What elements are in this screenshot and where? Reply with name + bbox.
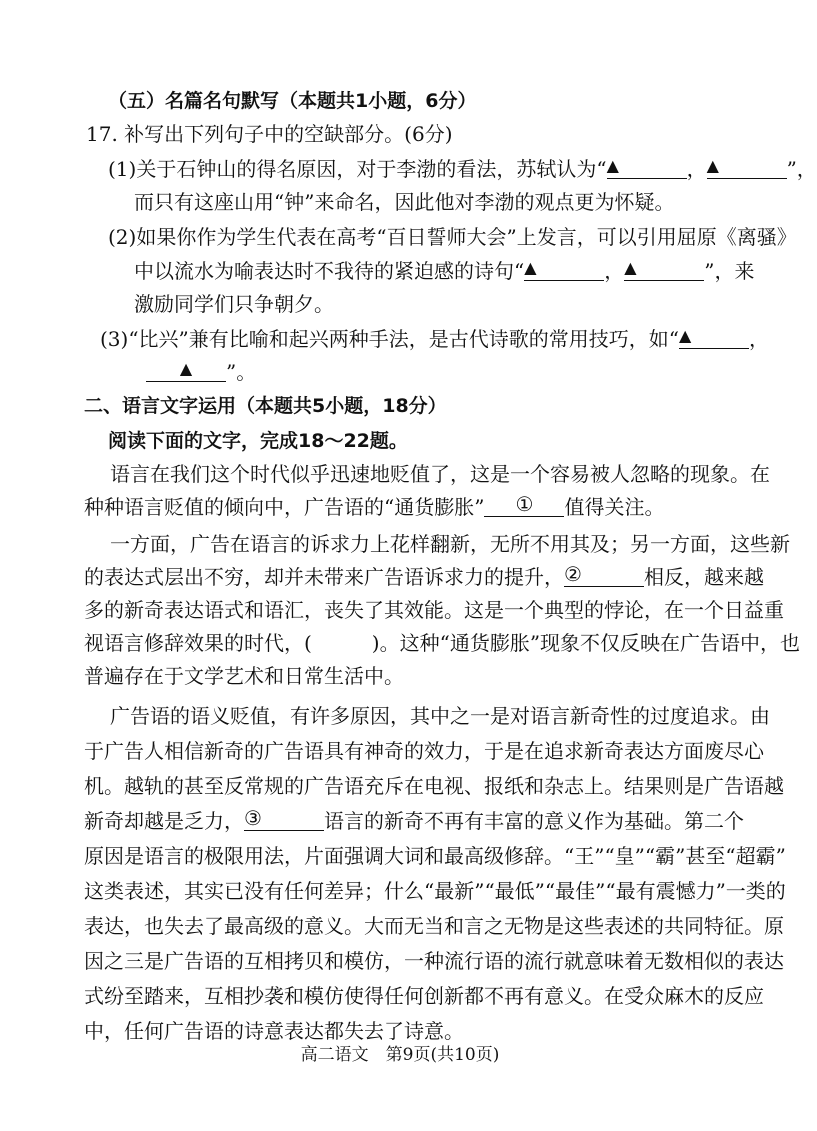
line-text: （五）名篇名句默写（本题共1小题，6分）	[108, 90, 477, 112]
line-text: 机。越轨的甚至反常规的广告语充斥在电视、报纸和杂志上。结果则是广告语越	[84, 774, 784, 798]
line-text: 相反，越来越	[644, 565, 764, 589]
answer-blank: ▲	[679, 324, 749, 349]
answer-blank: ③	[244, 806, 324, 831]
text-line	[84, 806, 744, 836]
answer-blank: ▲	[524, 256, 604, 281]
line-text: 中以流水为喻表达时不我待的紧迫感的诗句“	[134, 259, 525, 283]
line-text: 表达，也失去了最高级的意义。大而无当和言之无物是这些表述的共同特征。原	[84, 914, 784, 938]
text-line	[84, 841, 786, 871]
line-text: (2)如果你作为学生代表在高考“百日誓师大会”上发言，可以引用屈原《离骚》	[108, 225, 797, 249]
text-line	[84, 628, 801, 658]
answer-blank: ▲	[607, 154, 687, 179]
line-text: 广告语的语义贬值，有许多原因，其中之一是对语言新奇性的过度追求。由	[110, 704, 770, 728]
text-line	[86, 119, 453, 149]
text-line	[84, 492, 664, 522]
line-text: 一方面，广告在语言的诉求力上花样翻新，无所不用其及；另一方面，这些新	[110, 532, 790, 556]
line-text: 中，任何广告语的诗意表达都失去了诗意。	[84, 1019, 464, 1043]
line-text: 而只有这座山用“钟”来命名，因此他对李渤的观点更为怀疑。	[134, 190, 675, 214]
line-text: ，	[686, 157, 707, 181]
text-line	[84, 911, 784, 941]
line-text: ”，来	[704, 259, 755, 283]
line-text: 二、语言文字运用（本题共5小题，18分）	[84, 395, 447, 417]
line-text: 语言的新奇不再有丰富的意义作为基础。第二个	[324, 809, 744, 833]
text-line	[134, 187, 674, 217]
line-text: 的表达式层出不穷，却并未带来广告语诉求力的提升，	[84, 565, 564, 589]
line-text: 式纷至踏来，互相抄袭和模仿使得任何创新都不再有意义。在受众麻木的反应	[84, 984, 764, 1008]
line-text: 值得关注。	[564, 495, 665, 519]
answer-blank: ▲	[146, 357, 226, 382]
line-text: ，	[749, 327, 770, 351]
line-text: 新奇却越是乏力，	[84, 809, 244, 833]
line-text: 于广告人相信新奇的广告语具有神奇的效力，于是在追求新奇表达方面废尽心	[84, 739, 764, 763]
text-line	[110, 701, 770, 731]
line-text: ”，	[786, 157, 817, 181]
text-line	[84, 736, 764, 766]
text-line	[84, 946, 784, 976]
line-text: 激励同学们只争朝夕。	[134, 292, 334, 316]
line-text: 语言在我们这个时代似乎迅速地贬值了，这是一个容易被人忽略的现象。在	[110, 462, 770, 486]
text-line	[84, 876, 786, 906]
text-line	[108, 86, 476, 116]
line-text: 种种语言贬值的倾向中，广告语的“通货膨胀”	[84, 495, 485, 519]
line-text: 因之三是广告语的互相拷贝和模仿，一种流行语的流行就意味着无数相似的表达	[84, 949, 784, 973]
text-line	[84, 771, 784, 801]
text-line	[84, 661, 404, 691]
line-text: 普遍存在于文学艺术和日常生活中。	[84, 664, 404, 688]
line-text: (3)“比兴”兼有比喻和起兴两种手法，是古代诗歌的常用技巧，如“	[100, 327, 680, 351]
page-footer: 高二语文 第9页(共10页)	[300, 1045, 500, 1065]
line-text: 视语言修辞效果的时代，( )。这种“通货膨胀”现象不仅反映在广告语中，也	[84, 631, 801, 655]
answer-blank: ①	[484, 492, 564, 517]
line-text: 17. 补写出下列句子中的空缺部分。(6分)	[86, 122, 453, 146]
answer-blank: ②	[564, 562, 644, 587]
text-line	[84, 981, 764, 1011]
answer-blank: ▲	[624, 256, 704, 281]
text-line	[110, 459, 770, 489]
text-line	[134, 256, 755, 286]
text-line	[100, 324, 770, 354]
line-text: 阅读下面的文字，完成18～22题。	[108, 430, 408, 452]
text-line	[108, 426, 408, 456]
line-text: (1)关于石钟山的得名原因，对于李渤的看法，苏轼认为“	[108, 157, 607, 181]
text-line	[110, 529, 790, 559]
text-line	[84, 562, 764, 592]
line-text: 这类表述，其实已没有任何差异；什么“最新”“最低”“最佳”“最有震憾力”一类的	[84, 879, 786, 903]
text-line	[84, 595, 784, 625]
line-text: ”。	[226, 360, 257, 384]
text-line	[108, 154, 817, 184]
line-text: 原因是语言的极限用法，片面强调大词和最高级修辞。“王”“皇”“霸”甚至“超霸”	[84, 844, 786, 868]
text-line	[108, 222, 797, 252]
line-text: ，	[604, 259, 625, 283]
text-line	[146, 357, 256, 387]
answer-blank: ▲	[707, 154, 787, 179]
text-line	[134, 289, 334, 319]
line-text: 多的新奇表达语式和语汇，丧失了其效能。这是一个典型的悖论，在一个日益重	[84, 598, 784, 622]
text-line	[84, 391, 447, 421]
